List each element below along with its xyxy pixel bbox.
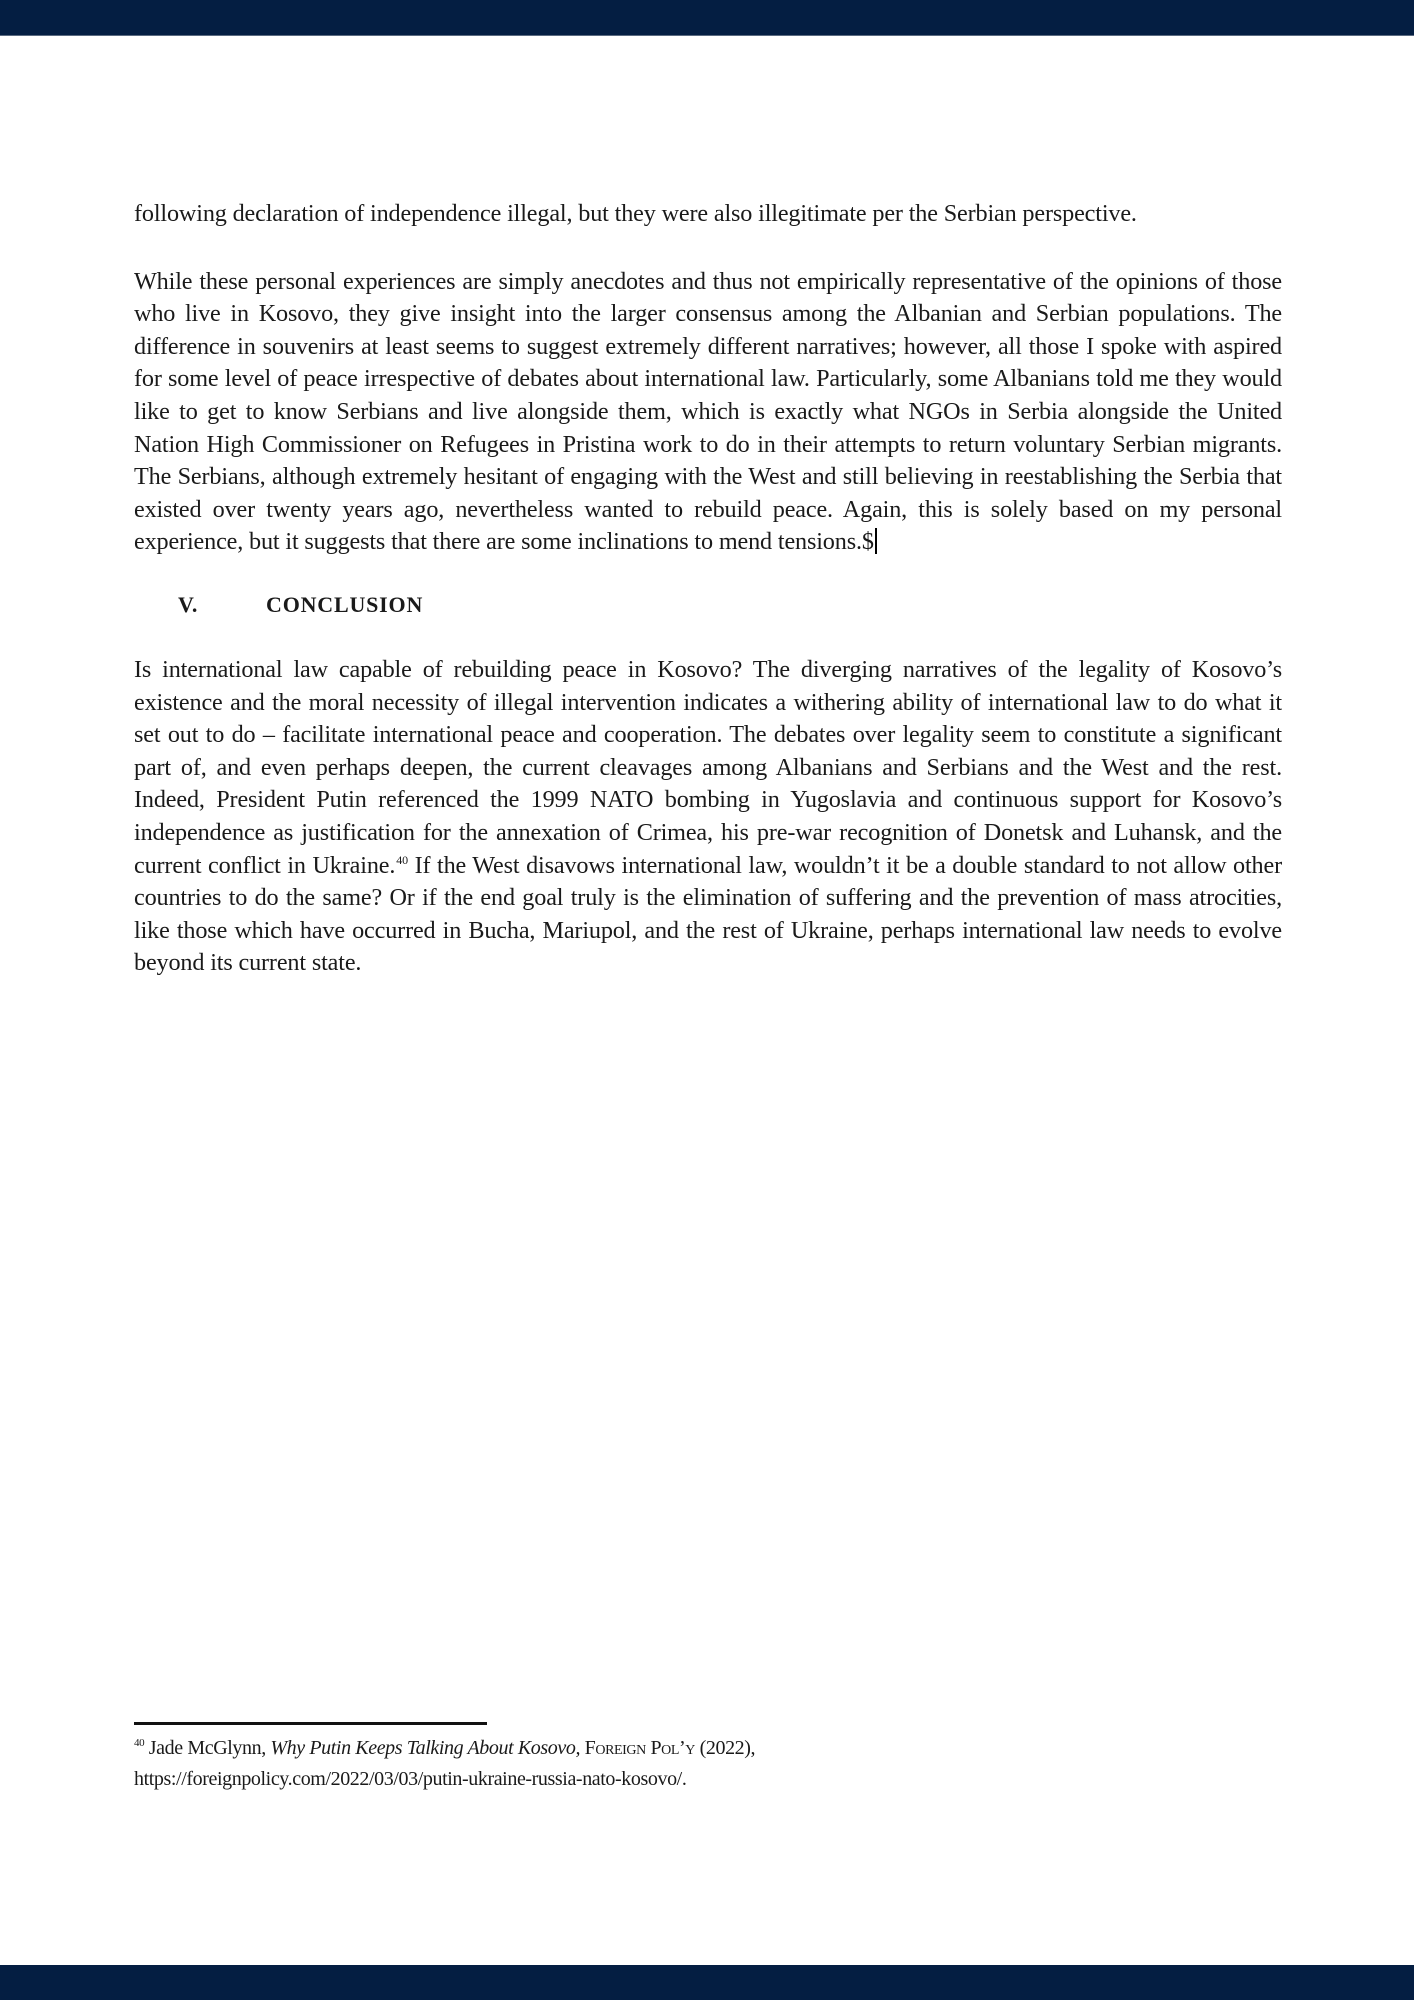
paragraph-text: While these personal experiences are simply anecdotes and thus not empirically representative of the opinions of those who live in Kosovo, they give insight into the larger consensus among the Albanian and Serbian populations. The difference in souvenirs at least seems to suggest extremely different narratives; however, all those I spoke with aspired for some level of peace irrespective of debates about international law. Particularly, some Albanians told me they would like to get to know Serbians and live alongside them, which is exactly what NGOs in Serbia alongside the United Nation High Commissioner on Refugees in Pristina work to do in their attempts to return voluntary Serbian migrants. The Serbians, although extremely hesitant of engaging with the West and still believing in reestablishing the Serbia that existed over twenty years ago, nevertheless wanted to rebuild peace. Again, this is solely based on my personal experience, but it suggests that there are some inclinations to mend tensions.$ <box>134 267 1282 556</box>
footnote-number: 40 <box>134 1737 145 1749</box>
conclusion-text-part2: If the West disavows international law, wouldn’t it be a double standard to not allow other countries to do the same? Or if the end goal truly is the elimination of suffering and the prevention of mass atrocities, like those which have occurred in Bucha, Mariupol, and the rest of Ukraine, perhaps international law needs to evolve beyond its current state. <box>134 851 1282 977</box>
conclusion-text-part1: Is international law capable of rebuilding peace in Kosovo? The diverging narratives of the legality of Kosovo’s existence and the moral necessity of illegal intervention indicates a withering ability of international law to do what it set out to do – facilitate international peace and cooperation. The debates over legality seem to constitute a significant part of, and even perhaps deepen, the current cleavages among Albanians and Serbians and the West and the rest. Indeed, President Putin referenced the 1999 NATO bombing in Yugoslavia and continuous support for Kosovo’s independence as justification for the annexation of Crimea, his pre-war recognition of Donetsk and Luhansk, and the current conflict in Ukraine. <box>134 655 1282 879</box>
bottom-frame-bar <box>0 1965 1414 2000</box>
section-number: V. <box>178 591 199 617</box>
footnote-year: (2022), <box>695 1737 756 1759</box>
paragraph-conclusion <box>134 654 1282 980</box>
top-frame-bar <box>0 0 1414 36</box>
section-heading <box>178 589 1282 621</box>
footnote-author: Jade McGlynn, <box>144 1737 271 1759</box>
footnote-reference[interactable]: 40 <box>396 852 408 867</box>
footnote <box>134 1733 1134 1795</box>
document-page <box>134 198 1282 980</box>
footnote-journal: Foreign Pol’y <box>580 1737 696 1759</box>
footnote-title: Why Putin Keeps Talking About Kosovo, <box>270 1737 581 1759</box>
footnote-url[interactable]: https://foreignpolicy.com/2022/03/03/putin-ukraine-russia-nato-kosovo/. <box>134 1768 687 1790</box>
paragraph-personal-experiences[interactable] <box>134 266 1282 559</box>
paragraph-continued: following declaration of independence illegal, but they were also illegitimate per the Serbian perspective. <box>134 200 1137 227</box>
section-title: CONCLUSION <box>266 591 424 617</box>
footnote-separator <box>134 1722 487 1725</box>
text-cursor <box>875 528 877 554</box>
